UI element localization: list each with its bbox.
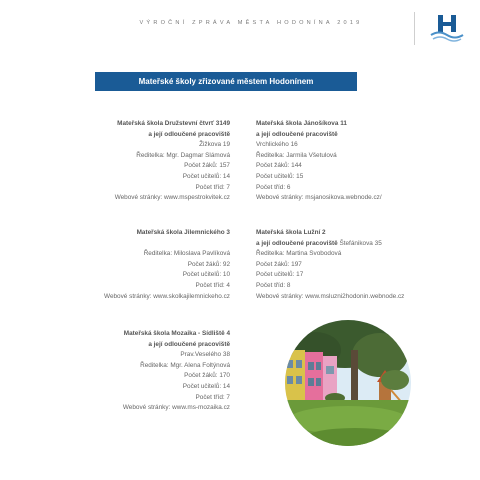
school-address: Žižkova 19 (199, 141, 230, 149)
school-name: Mateřská škola Družstevní čtvrť 3149 (117, 120, 230, 127)
hodonin-logo-icon (430, 14, 464, 42)
school-director: Ředitelka: Mgr. Dagmar Slámová (136, 151, 230, 159)
school-address: Prav.Veselého 38 (180, 351, 230, 359)
school-director: Ředitelka: Miloslava Pavlíková (143, 250, 230, 258)
school-web: Webové stránky: msjanosikova.webnode.cz/ (256, 194, 382, 202)
school-teachers: Počet učitelů: 14 (182, 172, 230, 180)
school-card-druzstevni (115, 119, 230, 204)
school-teachers: Počet učitelů: 14 (182, 382, 230, 390)
kindergarten-photo (285, 320, 411, 446)
school-name: Mateřská škola Mozaika - Sídliště 4 (123, 330, 230, 337)
school-subtitle: a její odloučené pracoviště (148, 130, 230, 138)
school-web: Webové stránky: www.ms-mozaika.cz (122, 404, 230, 412)
school-subtitle: a její odloučené pracoviště (148, 340, 230, 348)
school-classes: Počet tříd: 4 (195, 281, 230, 289)
school-address: Štefánikova 35 (339, 239, 382, 247)
school-classes: Počet tříd: 7 (195, 183, 230, 191)
school-pupils: Počet žáků: 92 (187, 260, 230, 268)
school-web: Webové stránky: www.skolkajilemnickeho.cz (104, 292, 230, 300)
school-subtitle: a její odloučené pracoviště (256, 130, 338, 138)
school-pupils: Počet žáků: 144 (256, 162, 302, 170)
school-pupils: Počet žáků: 197 (256, 260, 302, 268)
section-banner: Mateřské školy zřizované městem Hodonínem (95, 72, 357, 91)
school-director: Ředitelka: Jarmila Všetulová (256, 151, 337, 159)
school-card-janosikova (256, 119, 382, 204)
school-classes: Počet tříd: 8 (256, 281, 291, 289)
school-name: Mateřská škola Lužní 2 (256, 229, 326, 236)
report-title: VÝROČNÍ ZPRÁVA MĚSTA HODONÍNA 2019 (139, 20, 363, 26)
school-classes: Počet tříd: 7 (195, 393, 230, 401)
school-subtitle: a její odloučené pracoviště (256, 239, 338, 247)
header-divider (414, 12, 415, 45)
school-classes: Počet tříd: 6 (256, 183, 291, 191)
school-card-jilemnickeho (104, 228, 230, 302)
school-director: Ředitelka: Mgr. Alena Foltýnová (140, 361, 230, 369)
school-web: Webové stránky: www.msluzni2hodonin.webnode.cz (256, 292, 405, 300)
school-director: Ředitelka: Martina Svobodová (256, 250, 342, 258)
school-pupils: Počet žáků: 170 (184, 372, 230, 380)
school-teachers: Počet učitelů: 17 (256, 271, 304, 279)
school-teachers: Počet učitelů: 15 (256, 172, 304, 180)
school-address: Vrchlického 16 (256, 141, 298, 149)
school-name: Mateřská škola Jilemnického 3 (136, 229, 230, 236)
school-name: Mateřská škola Jánošíkova 11 (256, 120, 347, 127)
school-card-luzni (256, 228, 404, 302)
school-web: Webové stránky: www.mspestrokvitek.cz (114, 194, 230, 202)
school-pupils: Počet žáků: 157 (184, 162, 230, 170)
school-card-mozaika (123, 329, 230, 414)
school-teachers: Počet učitelů: 10 (182, 271, 230, 279)
